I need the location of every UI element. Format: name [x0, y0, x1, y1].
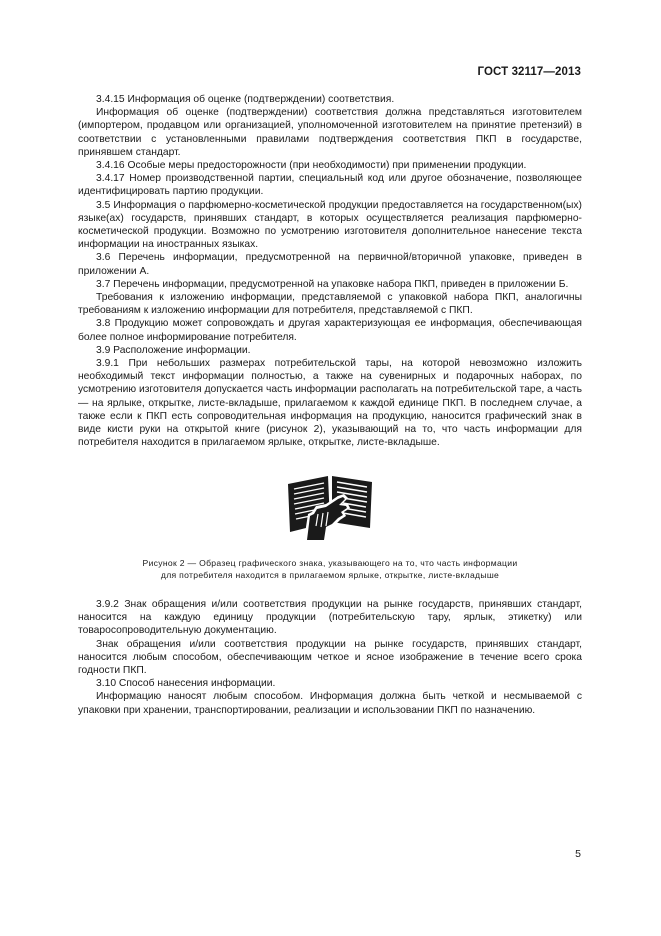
caption-line: Рисунок 2 — Образец графического знака, указывающего на то, что часть информации	[142, 558, 518, 568]
paragraph: 3.8 Продукцию может сопровождать и другая характеризующая ее информация, обеспечивающая более полное информирование потребителя.	[78, 318, 582, 343]
page-number: 5	[575, 848, 581, 860]
paragraph: 3.7 Перечень информации, предусмотренной на упаковке набора ПКП, приведен в приложении Б.	[96, 278, 569, 290]
paragraph: 3.6 Перечень информации, предусмотренной на первичной/вторичной упаковке, приведен в приложении А.	[78, 252, 582, 277]
hand-on-open-book-icon	[282, 470, 378, 540]
paragraph: 3.10 Способ нанесения информации.	[96, 678, 276, 690]
caption-line: для потребителя находится в прилагаемом ярлыке, открытке, листе-вкладыше	[160, 569, 500, 580]
paragraph: Знак обращения и/или соответствия продукции на рынке государств, принявших стандарт, наносится любым способом, обеспечивающим четкое и ясное изображение в течение всего срока годности ПКП.	[78, 638, 582, 677]
paragraph: 3.9.2 Знак обращения и/или соответствия продукции на рынке государств, принявших стандарт, наносится на каждую единицу продукции (потребительскую тару, ярлык, этикетку) или товаросопроводительную документацию.	[78, 599, 582, 637]
paragraph: 3.4.15 Информация об оценке (подтверждении) соответствия.	[96, 94, 395, 105]
paragraph: 3.4.17 Номер производственной партии, специальный код или другое обозначение, позволяющее идентифицировать партию продукции.	[78, 173, 582, 198]
paragraph: Требования к изложению информации, представляемой с упаковкой набора ПКП, аналогичны требованиям к изложению информации для потребителя, представляемой с ПКП.	[78, 292, 582, 317]
paragraph: Информацию наносят любым способом. Информация должна быть четкой и несмываемой с упаковки при хранении, транспортировании, реализации и использовании ПКП по назначению.	[78, 691, 582, 716]
body-text-top	[78, 93, 582, 449]
paragraph: Информация об оценке (подтверждении) соответствия должна представляться изготовителем (импортером, продавцом или организацией, уполномоченной изготовителем на принятие претензий) в соответствии с установленными правилами подтверждения соответствия ПКП в государстве, принявшем стандарт.	[78, 107, 582, 158]
body-text-bottom	[78, 598, 582, 717]
paragraph: 3.4.16 Особые меры предосторожности (при необходимости) при применении продукции.	[96, 160, 527, 172]
figure-2	[78, 470, 582, 581]
paragraph: 3.5 Информация о парфюмерно-косметической продукции предоставляется на государственном(ых) языке(ах) государств, принявших стандарт, в которых осуществляется реализация парфюмерно-косметической продукции. Возможно по усмотрению изготовителя дополнительное нанесение текста информации на иностранных языках.	[78, 199, 582, 251]
standard-header: ГОСТ 32117—2013	[477, 66, 581, 78]
paragraph: 3.9.1 При небольших размерах потребительской тары, на которой невозможно изложить необходимый текст информации полностью, а также на сувенирных и подарочных наборах, по усмотрению изготовителя допускается часть информации располагать на потребительской таре, а часть — на ярлыке, открытке, листе-вкладыше, прилагаемом к каждой единице ПКП. В последнем случае, а также если к ПКП есть сопроводительная информация на продукцию, наносится графический знак в виде кисти руки на открытой книге (рисунок 2), указывающий на то, что часть информации для потребителя находится в прилагаемом ярлыке, открытке, листе-вкладыше.	[78, 358, 582, 449]
paragraph: 3.9 Расположение информации.	[96, 344, 251, 356]
figure-caption	[78, 558, 582, 581]
